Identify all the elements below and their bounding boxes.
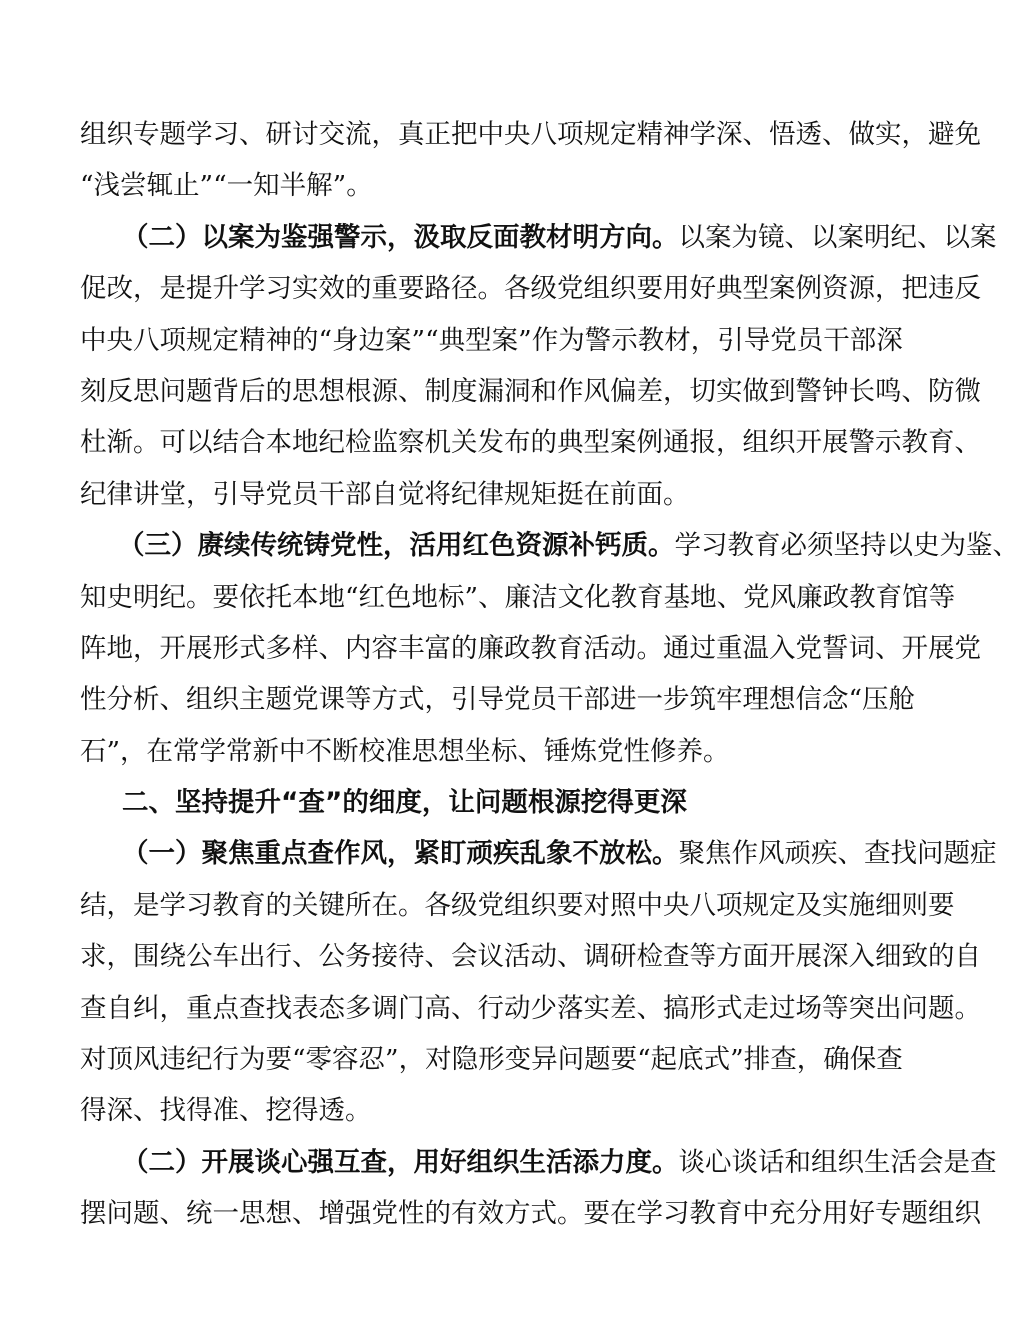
text-line: 中央八项规定精神的“身边案”“典型案”作为警示教材，引导党员干部深 xyxy=(80,324,903,356)
text-line xyxy=(80,1137,997,1188)
text-run: 聚焦作风顽疾、查找问题症 xyxy=(678,838,997,870)
section-lead: （二）开展谈心强互查，用好组织生活添力度。 xyxy=(122,1146,679,1178)
paragraph-continued xyxy=(80,109,981,212)
text-line: 组织专题学习、研讨交流，真正把中央八项规定精神学深、悟透、做实，避免 xyxy=(80,119,981,150)
text-line xyxy=(80,520,1019,571)
text-run: 谈心谈话和组织生活会是查 xyxy=(678,1146,997,1178)
document-page xyxy=(80,109,1019,1240)
section-lead: （二）以案为鉴强警示，汲取反面教材明方向。 xyxy=(122,221,679,253)
text-line: 结，是学习教育的关键所在。各级党组织要对照中央八项规定及实施细则要 xyxy=(80,889,955,921)
text-line xyxy=(80,828,997,879)
text-line: 促改，是提升学习实效的重要路径。各级党组织要用好典型案例资源，把违反 xyxy=(80,273,981,305)
text-line: “浅尝辄止”“一知半解”。 xyxy=(80,170,373,202)
paragraph-red-resources xyxy=(80,520,1019,777)
text-line: 杜渐。可以结合本地纪检监察机关发布的典型案例通报，组织开展警示教育、 xyxy=(80,427,981,459)
text-run: 学习教育必须坚持以史为鉴、 xyxy=(674,530,1019,562)
text-line: 查自纠，重点查找表态多调门高、行动少落实差、搞形式走过场等突出问题。 xyxy=(80,992,981,1024)
text-line: 阵地，开展形式多样、内容丰富的廉政教育活动。通过重温入党誓词、开展党 xyxy=(80,632,981,664)
text-line: 摆问题、统一思想、增强党性的有效方式。要在学习教育中充分用好专题组织 xyxy=(80,1198,981,1230)
text-line: 知史明纪。要依托本地“红色地标”、廉洁文化教育基地、党风廉政教育馆等 xyxy=(80,581,956,613)
paragraph-warning-education xyxy=(80,212,997,520)
section-heading: 二、坚持提升“查”的细度，让问题根源挖得更深 xyxy=(122,787,687,819)
text-line: 对顶风违纪行为要“零容忍”，对隐形变异问题要“起底式”排查，确保查 xyxy=(80,1044,903,1076)
text-run: 以案为镜、以案明纪、以案 xyxy=(678,221,997,253)
text-line xyxy=(80,212,997,263)
text-line: 纪律讲堂，引导党员干部自觉将纪律规矩挺在前面。 xyxy=(80,478,690,510)
section-lead: （三）赓续传统铸党性，活用红色资源补钙质。 xyxy=(118,530,675,562)
text-line: 刻反思问题背后的思想根源、制度漏洞和作风偏差，切实做到警钟长鸣、防微 xyxy=(80,375,981,407)
text-line: 性分析、组织主题党课等方式，引导党员干部进一步筑牢理想信念“压舱 xyxy=(80,684,916,716)
text-line: 得深、找得准、挖得透。 xyxy=(80,1095,372,1127)
section-lead: （一）聚焦重点查作风，紧盯顽疾乱象不放松。 xyxy=(122,838,679,870)
paragraph-heart-talks xyxy=(80,1137,997,1240)
text-line: 石”，在常学常新中不断校准思想坐标、锤炼党性修养。 xyxy=(80,735,730,767)
paragraph-focus-inspection xyxy=(80,828,997,1136)
text-line: 求，围绕公车出行、公务接待、会议活动、调研检查等方面开展深入细致的自 xyxy=(80,941,981,973)
